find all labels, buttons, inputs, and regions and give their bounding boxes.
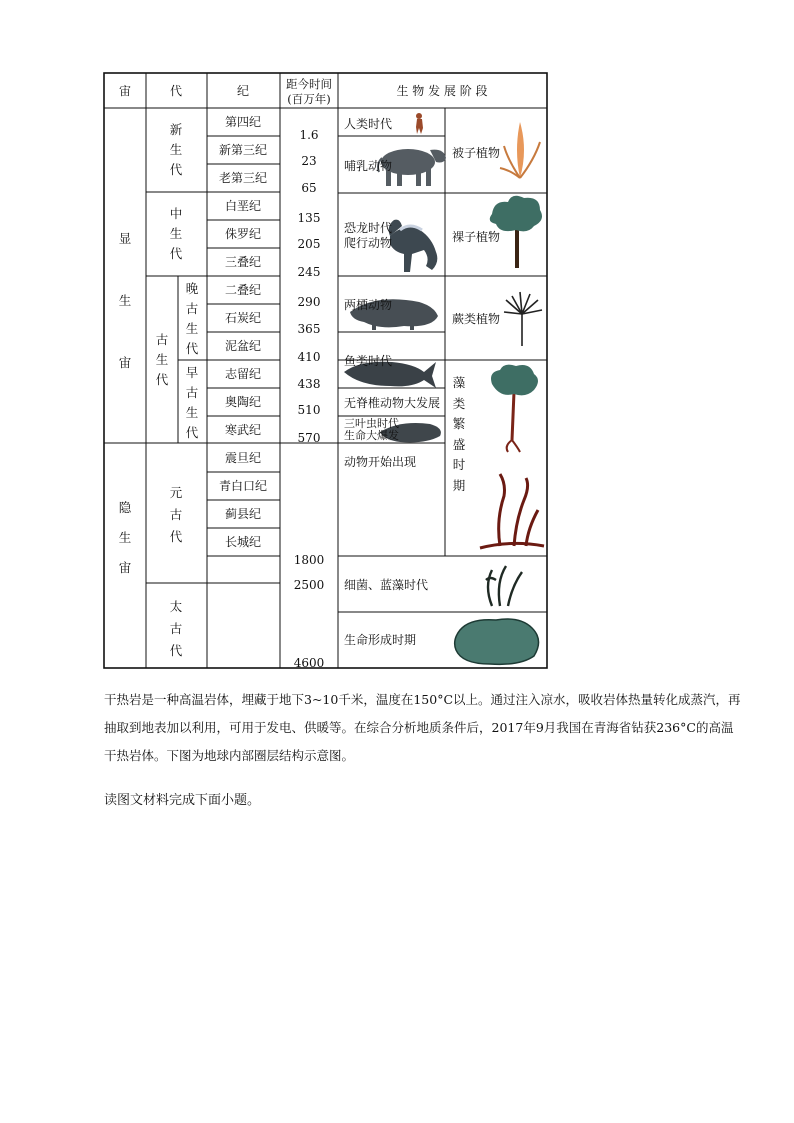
eon-cryptozoic: 隐生宙 — [118, 500, 132, 575]
human-icon — [416, 113, 423, 134]
time-value: 245 — [297, 265, 321, 279]
era-early-paleozoic: 早古生代 — [185, 365, 199, 440]
time-value: 23 — [301, 154, 317, 168]
period-qingbaikou: 青白口纪 — [218, 479, 268, 493]
plant-angiosperm: 被子植物 — [452, 146, 501, 160]
period-ordovician: 奥陶纪 — [224, 395, 262, 409]
period-sinian: 震旦纪 — [224, 451, 262, 465]
stage-human: 人类时代 — [344, 117, 393, 131]
period-cambrian: 寒武纪 — [224, 423, 262, 437]
time-value: 4600 — [293, 656, 325, 670]
stage-animal-start: 动物开始出现 — [344, 455, 417, 469]
period-triassic: 三叠纪 — [224, 255, 262, 269]
instruction-text: 读图文材料完成下面小题。 — [104, 793, 261, 808]
era-paleozoic: 古生代 — [155, 332, 169, 387]
stage-dinosaur-line1: 恐龙时代 — [344, 221, 393, 235]
period-changcheng: 长城纪 — [224, 535, 262, 549]
red-algae-icon — [480, 474, 544, 548]
period-quaternary: 第四纪 — [224, 115, 262, 129]
time-value: 2500 — [293, 578, 325, 592]
fern-icon — [504, 292, 542, 346]
stage-dinosaur-line2: 爬行动物 — [344, 236, 393, 250]
stage-amphibian: 两栖动物 — [344, 298, 393, 312]
primordial-pond-icon — [455, 619, 539, 664]
period-cretaceous: 白垩纪 — [224, 199, 262, 213]
plant-algae: 藻类繁盛时期 — [452, 375, 466, 493]
time-value: 1.6 — [299, 128, 319, 142]
time-value: 65 — [301, 181, 317, 195]
header-time-line1: 距今时间 — [286, 77, 332, 91]
passage-paragraph: 干热岩是一种高温岩体，埋藏于地下3~10千米，温度在150°C以上。通过注入凉水，吸收岩体热量转化成蒸汽，再抽取到地表加以利用，可用于发电、供暖等。在综合分析地质条件后，2017年9月我国在青海省钻获236°C的高温干热岩体。下图为地球内部圈层结构示意图。 — [104, 692, 741, 763]
stage-trilobite-line1: 三叶虫时代 — [344, 417, 399, 430]
era-cenozoic: 新生代 — [169, 122, 183, 177]
stage-bacteria: 细菌、蓝藻时代 — [344, 578, 429, 592]
time-value: 135 — [297, 211, 321, 225]
stage-mammal: 哺乳动物 — [344, 159, 393, 173]
period-silurian: 志留纪 — [224, 367, 262, 381]
eon-phanerozoic: 显生宙 — [118, 231, 132, 370]
period-paleogene: 老第三纪 — [218, 171, 268, 185]
time-value: 438 — [297, 377, 321, 391]
era-mesozoic: 中生代 — [169, 206, 183, 261]
stage-life-origin: 生命形成时期 — [344, 633, 417, 647]
time-value: 1800 — [293, 553, 325, 567]
bacteria-icon — [486, 566, 522, 606]
time-value: 365 — [297, 322, 321, 336]
period-jurassic: 侏罗纪 — [224, 227, 262, 241]
period-permian: 二叠纪 — [224, 283, 262, 297]
header-time-line2: (百万年) — [287, 92, 331, 106]
era-late-paleozoic: 晚古生代 — [185, 281, 199, 356]
algae-icon — [491, 365, 538, 452]
period-carboniferous: 石炭纪 — [224, 311, 262, 325]
period-jixian: 蓟县纪 — [224, 507, 262, 521]
stage-trilobite-line2: 生命大爆发 — [344, 429, 399, 442]
time-value: 410 — [297, 350, 321, 364]
plant-fern: 蕨类植物 — [452, 312, 501, 326]
period-devonian: 泥盆纪 — [224, 339, 262, 353]
header-era: 代 — [169, 84, 183, 98]
time-value: 510 — [297, 403, 321, 417]
stage-fish: 鱼类时代 — [344, 354, 393, 368]
header-eon: 宙 — [118, 84, 132, 98]
dinosaur-icon — [389, 220, 438, 272]
time-value: 205 — [297, 237, 321, 251]
era-proterozoic: 元古代 — [169, 485, 183, 544]
time-value: 570 — [297, 431, 321, 445]
era-archean: 太古代 — [169, 599, 183, 658]
header-period: 纪 — [236, 84, 250, 98]
header-stage: 生 物 发 展 阶 段 — [396, 84, 488, 98]
plant-gymnosperm: 裸子植物 — [452, 230, 501, 244]
time-value: 290 — [297, 295, 321, 309]
period-neogene: 新第三纪 — [218, 143, 268, 157]
stage-invertebrate: 无脊椎动物大发展 — [344, 396, 441, 410]
angiosperm-icon — [500, 122, 540, 178]
